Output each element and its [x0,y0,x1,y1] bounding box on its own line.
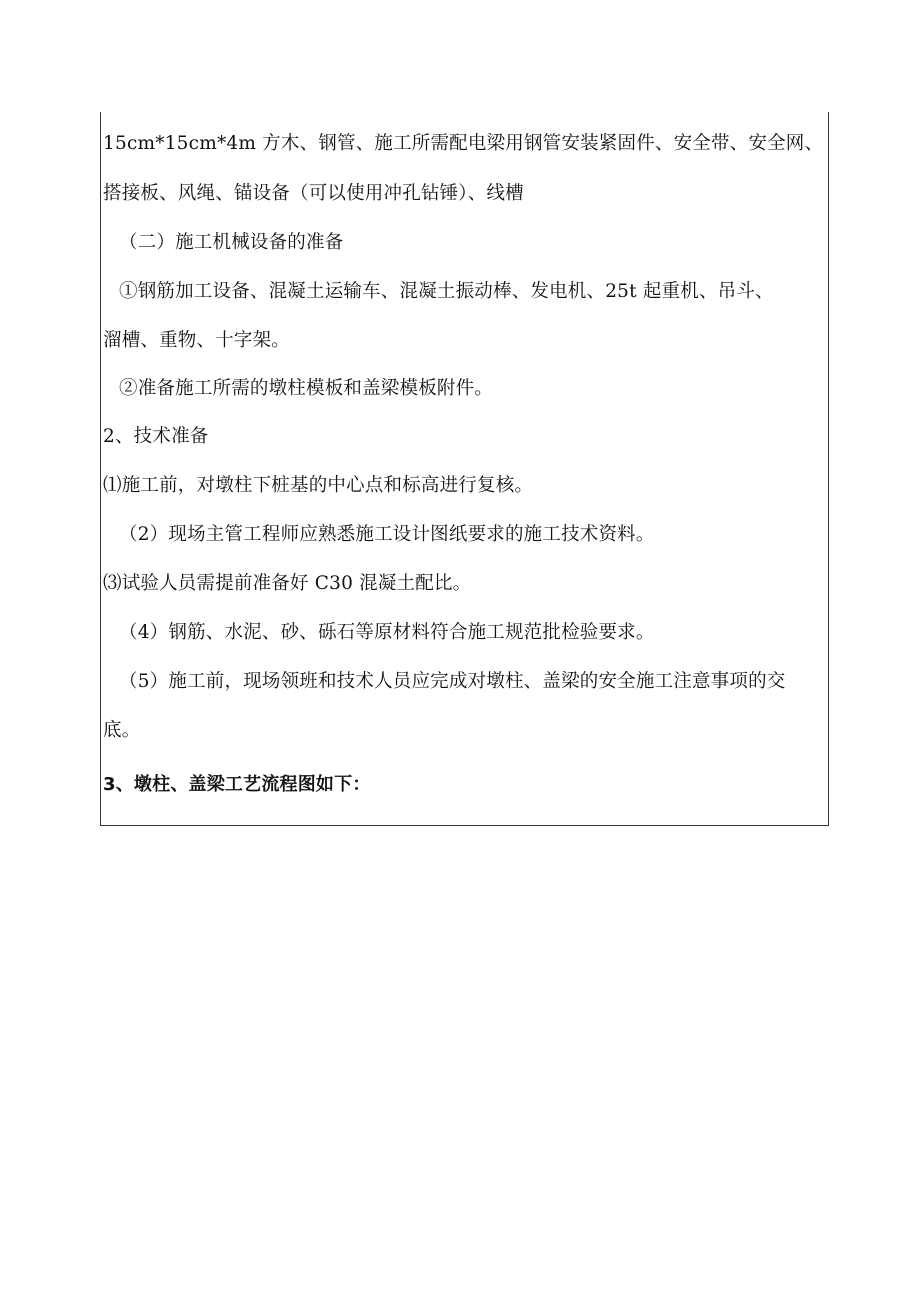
materials-line-1: 15cm*15cm*4m 方木、钢管、施工所需配电梁用钢管安装紧固件、安全带、安全网、 [103,133,824,154]
technical-item-5-cont: 底。 [103,720,141,741]
section-heading-technical: 2、技术准备 [103,426,209,447]
machinery-item-1: ①钢筋加工设备、混凝土运输车、混凝土振动棒、发电机、25t 起重机、吊斗、 [119,281,774,302]
machinery-item-1-cont: 溜槽、重物、十字架。 [103,330,291,351]
technical-item-2: （2）现场主管工程师应熟悉施工设计图纸要求的施工技术资料。 [119,524,655,545]
materials-line-2: 搭接板、风绳、锚设备（可以使用冲孔钻锤）、线槽 [103,183,524,204]
technical-item-1: ⑴施工前，对墩柱下桩基的中心点和标高进行复核。 [103,475,534,496]
section-heading-flowchart: 3、墩柱、盖梁工艺流程图如下： [103,774,371,795]
technical-item-3: ⑶试验人员需提前准备好 C30 混凝土配比。 [103,573,472,594]
document-table-cell [100,112,829,826]
machinery-item-2: ②准备施工所需的墩柱模板和盖梁模板附件。 [119,378,494,399]
technical-item-5: （5）施工前，现场领班和技术人员应完成对墩柱、盖梁的安全施工注意事项的交 [119,671,786,692]
technical-item-4: （4）钢筋、水泥、砂、砾石等原材料符合施工规范批检验要求。 [119,622,655,643]
section-heading-machinery: （二）施工机械设备的准备 [119,232,344,253]
